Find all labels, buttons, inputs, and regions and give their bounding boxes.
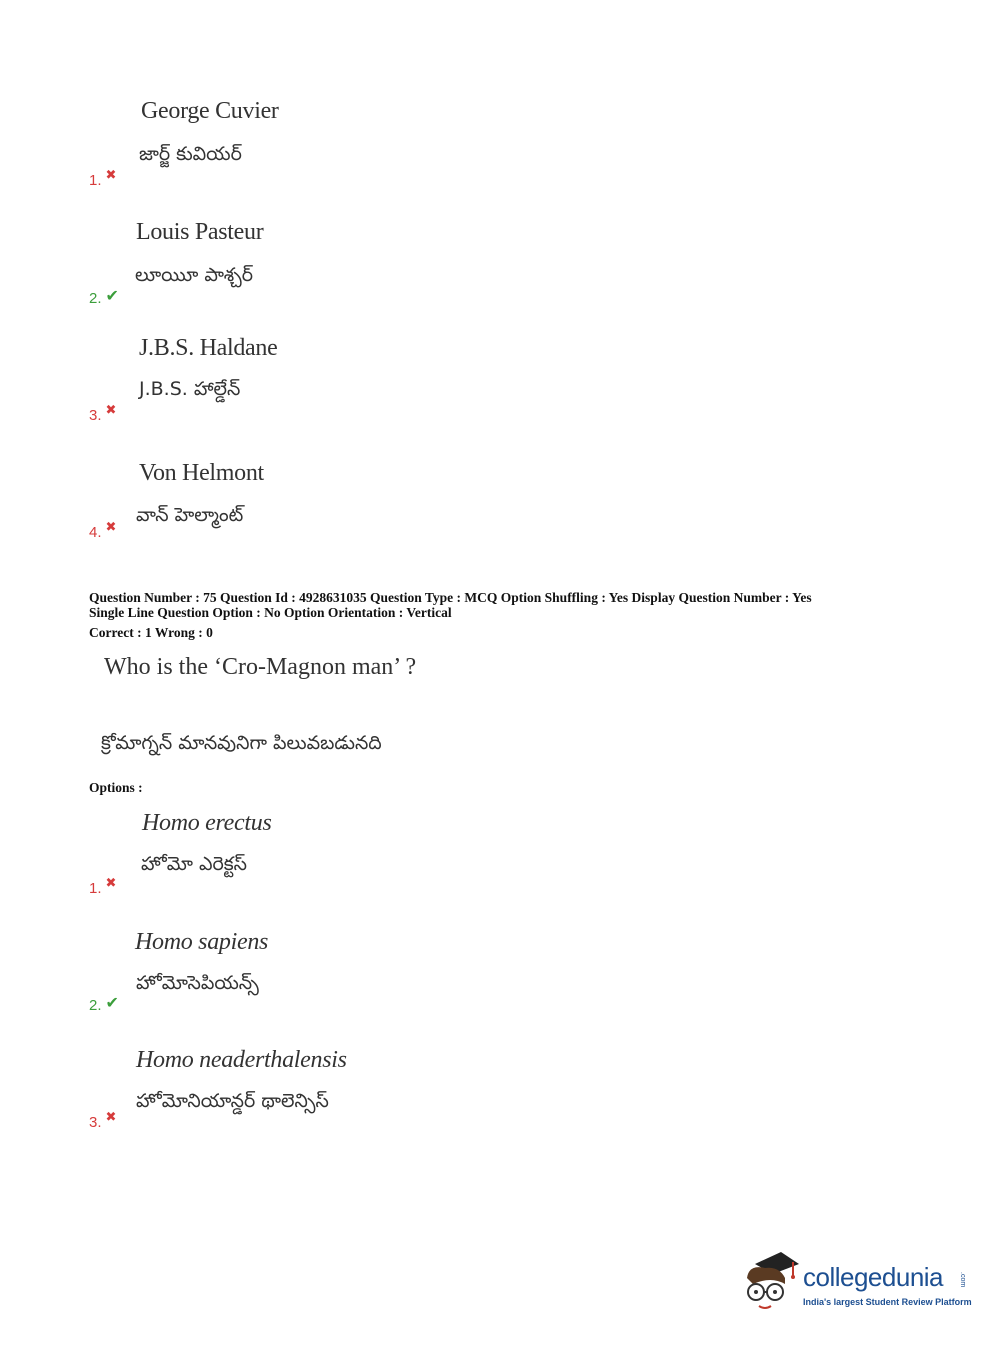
option-text-te: వాన్ హెల్మాంట్	[136, 504, 244, 526]
check-icon: ✔	[105, 288, 119, 305]
question-marks: Correct : 1 Wrong : 0	[89, 625, 213, 640]
option-marker: 2. ✔	[89, 288, 119, 307]
option-text-te: లూయిూ పాశ్చర్	[135, 264, 253, 286]
option-text-te: J.B.S. హాల్డేన్	[139, 378, 241, 400]
option-text-en: Louis Pasteur	[136, 219, 264, 245]
brand-name: collegedunia	[803, 1262, 944, 1292]
brand-tagline: India's largest Student Review Platform	[803, 1297, 972, 1307]
brand-suffix: .com	[959, 1272, 966, 1288]
options-label: Options :	[89, 780, 143, 795]
option-text-te: హోమోనియాన్డర్ థాలెన్సిస్	[136, 1090, 329, 1112]
collegedunia-logo	[741, 1250, 971, 1316]
option-marker: 1. ✖	[89, 167, 117, 189]
option-text-en: Von Helmont	[139, 460, 264, 486]
cross-icon: ✖	[105, 1109, 117, 1124]
question-meta-line1: Question Number : 75 Question Id : 4928631035 Question Type : MCQ Option Shuffling : Yes Display Question Number : Yes	[89, 590, 812, 605]
option-text-en: Homo neaderthalensis	[136, 1047, 347, 1073]
question-text-en: Who is the ‘Cro-Magnon man’ ?	[104, 654, 417, 680]
option-text-te: జార్జ్ కువియర్	[139, 143, 242, 165]
option-marker: 4. ✖	[89, 519, 117, 541]
option-marker: 2. ✔	[89, 995, 119, 1014]
question-meta-line2: Single Line Question Option : No Option Orientation : Vertical	[89, 605, 452, 620]
option-text-en: George Cuvier	[141, 98, 279, 124]
option-marker: 1. ✖	[89, 875, 117, 897]
option-marker: 3. ✖	[89, 402, 117, 424]
option-text-en: Homo sapiens	[135, 929, 269, 955]
option-marker: 3. ✖	[89, 1109, 117, 1131]
cross-icon: ✖	[105, 167, 117, 182]
cross-icon: ✖	[105, 402, 117, 417]
option-text-en: Homo erectus	[142, 810, 272, 836]
question-text-te: క్రోమాగ్నన్ మానవునిగా పిలువబడునది	[101, 732, 382, 754]
mascot-icon	[741, 1250, 801, 1316]
option-text-en: J.B.S. Haldane	[139, 335, 278, 361]
cross-icon: ✖	[105, 519, 117, 534]
cross-icon: ✖	[105, 875, 117, 890]
option-text-te: హోమో ఎరెక్టస్	[141, 853, 248, 875]
option-text-te: హోమోసెపియన్స్	[136, 972, 259, 994]
check-icon: ✔	[105, 995, 119, 1012]
